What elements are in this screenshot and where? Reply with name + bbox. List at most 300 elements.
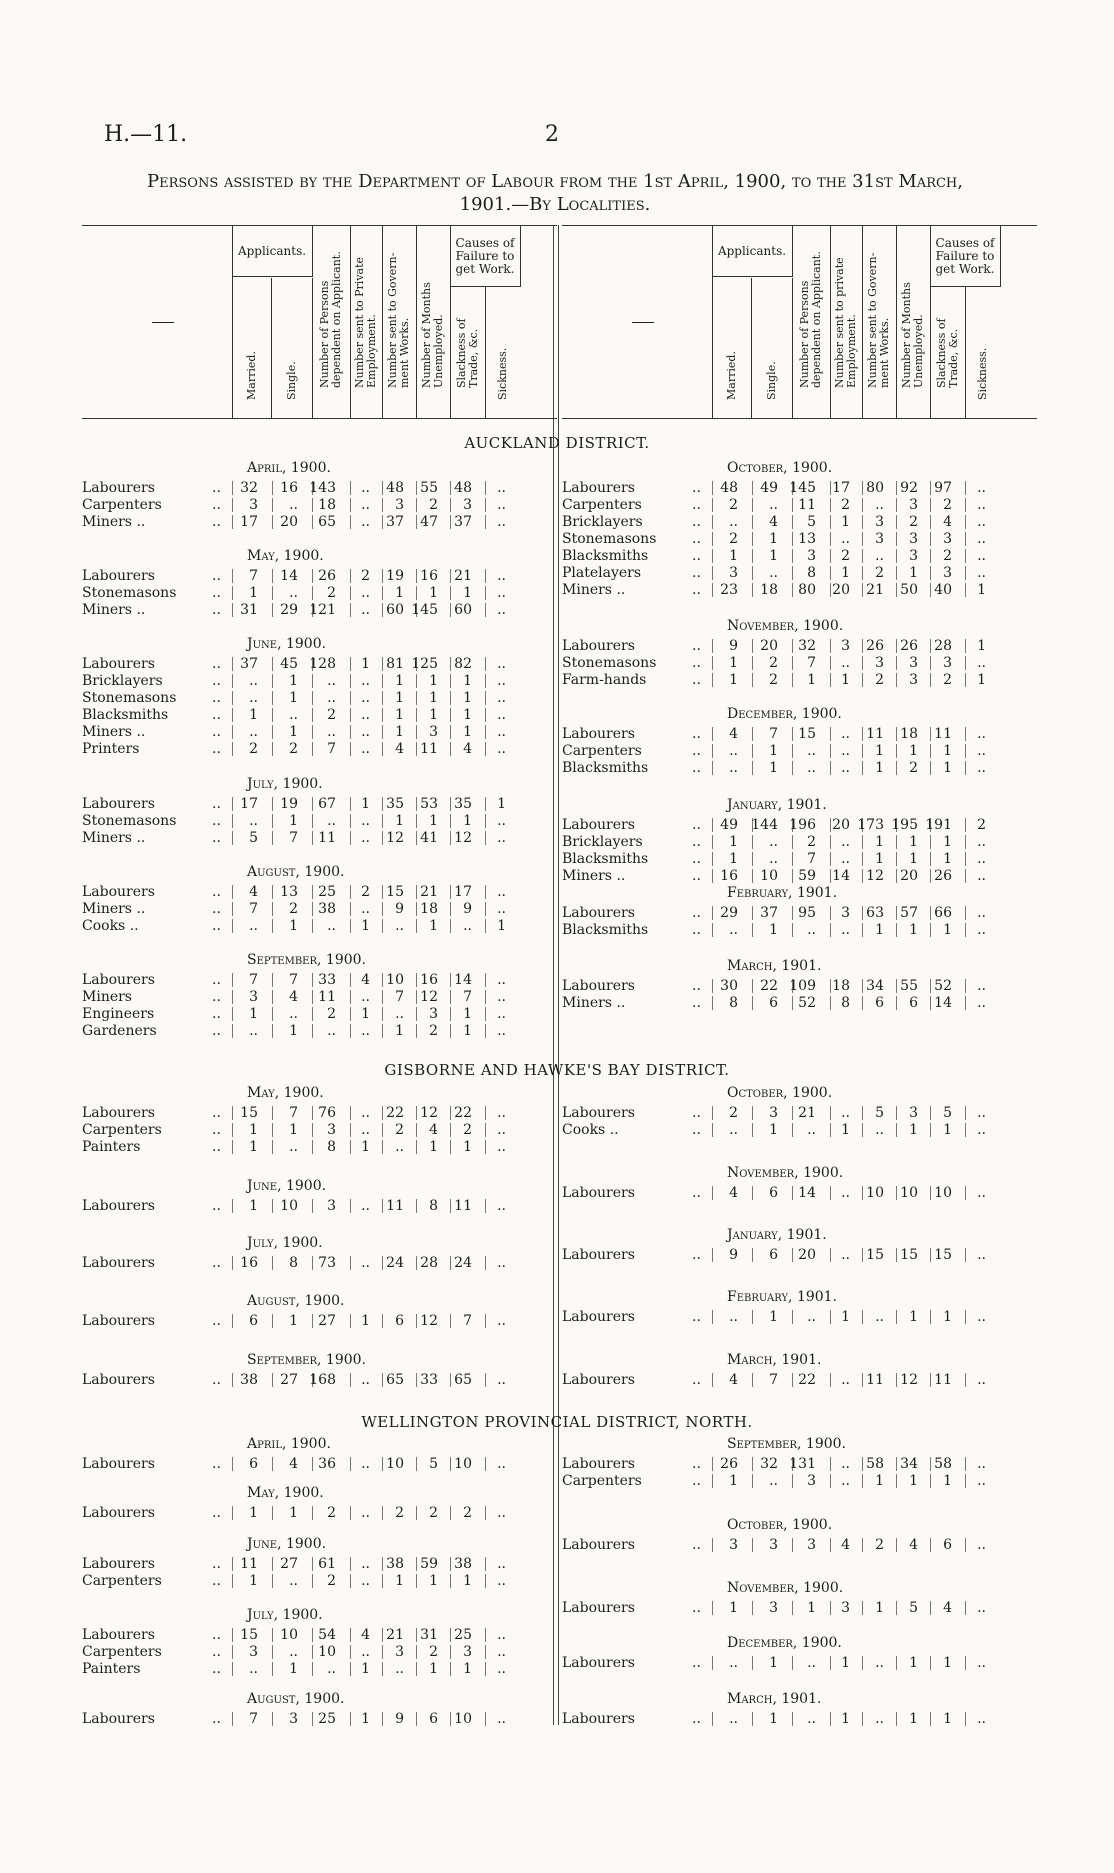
table-cell: 1	[769, 531, 778, 547]
column-rule	[232, 1712, 233, 1726]
table-cell: 3	[729, 1537, 738, 1553]
occupation-label: Painters	[82, 1661, 141, 1677]
occupation-label: Bricklayers	[82, 673, 163, 689]
table-cell: 37	[760, 905, 778, 921]
column-rule	[830, 498, 831, 512]
column-rule	[382, 902, 383, 916]
column-rule	[712, 744, 713, 758]
column-rule	[792, 1186, 793, 1200]
occupation-label: Platelayers	[562, 565, 642, 581]
column-rule	[896, 1106, 897, 1120]
column-rule	[896, 1457, 897, 1471]
column-rule	[930, 869, 931, 883]
table-cell: 7	[249, 972, 258, 988]
table-cell: 6	[909, 995, 918, 1011]
table-cell: 22	[454, 1105, 472, 1121]
table-cell: 3	[249, 497, 258, 513]
table-cell: 36	[318, 1456, 336, 1472]
column-rule	[965, 727, 966, 741]
month-heading: March, 1901.	[727, 958, 822, 974]
table-cell: 49	[760, 480, 778, 496]
table-cell: 1	[729, 1600, 738, 1616]
column-rule	[312, 742, 313, 756]
column-rule	[350, 569, 351, 583]
column-rule	[350, 1662, 351, 1676]
column-rule	[450, 1662, 451, 1676]
table-cell: 2	[327, 1573, 336, 1589]
table-cell: ..	[977, 514, 986, 530]
occupation-label: Labourers	[562, 1600, 635, 1616]
table-cell: ..	[395, 1139, 404, 1155]
table-row	[562, 1372, 1012, 1389]
table-cell: 30	[720, 978, 738, 994]
column-rule	[272, 1645, 273, 1659]
occupation-label: Miners ..	[82, 901, 146, 917]
column-rule	[350, 708, 351, 722]
column-rule	[450, 586, 451, 600]
column-rule	[830, 1106, 831, 1120]
table-cell: 9	[395, 901, 404, 917]
month-heading: June, 1900.	[247, 1536, 327, 1552]
column-rule	[862, 979, 863, 993]
column-rule	[272, 603, 273, 617]
occupation-label: Miners ..	[82, 514, 146, 530]
page-header	[0, 122, 1114, 162]
table-cell: 1	[875, 851, 884, 867]
column-rule	[896, 1601, 897, 1615]
table-cell: 1	[807, 1600, 816, 1616]
page-reference: H.—11.	[104, 122, 188, 147]
table-cell: 33	[318, 972, 336, 988]
column-rule	[896, 744, 897, 758]
table-cell: 47	[420, 514, 438, 530]
column-rule	[965, 639, 966, 653]
table-cell: 1	[909, 851, 918, 867]
column-rule	[712, 1123, 713, 1137]
column-rule	[896, 532, 897, 546]
table-cell: 1	[875, 922, 884, 938]
table-cell: 1	[909, 1655, 918, 1671]
table-cell: 12	[900, 1372, 918, 1388]
column-rule	[450, 990, 451, 1004]
column-rule	[830, 727, 831, 741]
table-cell: ..	[361, 1105, 370, 1121]
table-cell: ..	[841, 1473, 850, 1489]
table-cell: 1	[429, 918, 438, 934]
column-rule	[752, 1712, 753, 1726]
column-rule	[382, 498, 383, 512]
leader-dots: ..	[692, 851, 701, 867]
leader-dots: ..	[212, 1198, 221, 1214]
column-rule	[965, 1186, 966, 1200]
table-cell: ..	[361, 707, 370, 723]
row-label-dash	[632, 322, 654, 323]
occupation-label: Miners ..	[82, 724, 146, 740]
month-heading: September, 1900.	[247, 1352, 366, 1368]
table-row	[562, 582, 1012, 599]
table-cell: 13	[280, 884, 298, 900]
table-cell: 13	[798, 531, 816, 547]
table-cell: 1	[249, 707, 258, 723]
table-cell: ..	[497, 972, 506, 988]
month-heading: December, 1900.	[727, 706, 842, 722]
table-cell: ..	[497, 568, 506, 584]
causes-group: Causes of Failure to get Work.	[930, 226, 1001, 287]
table-cell: 4	[841, 1537, 850, 1553]
column-rule	[896, 515, 897, 529]
leader-dots: ..	[692, 978, 701, 994]
table-cell: 173	[857, 817, 884, 833]
column-rule	[930, 549, 931, 563]
column-rule	[350, 498, 351, 512]
table-cell: ..	[289, 1139, 298, 1155]
column-rule	[830, 835, 831, 849]
leader-dots: ..	[212, 1313, 221, 1329]
table-row	[82, 1313, 532, 1330]
leader-dots: ..	[692, 1473, 701, 1489]
column-rule	[896, 1656, 897, 1670]
column-rule	[232, 674, 233, 688]
table-cell: ..	[361, 480, 370, 496]
column-rule	[712, 761, 713, 775]
column-rule	[712, 1712, 713, 1726]
month-heading: May, 1900.	[247, 1085, 324, 1101]
table-cell: 20	[900, 868, 918, 884]
table-cell: 7	[249, 901, 258, 917]
column-rule	[350, 742, 351, 756]
column-rule	[712, 979, 713, 993]
table-cell: 1	[943, 834, 952, 850]
table-cell: 1	[909, 834, 918, 850]
column-rule	[232, 515, 233, 529]
table-cell: ..	[841, 851, 850, 867]
month-heading: April, 1900.	[247, 1436, 331, 1452]
column-rule	[232, 1373, 233, 1387]
table-cell: 6	[249, 1456, 258, 1472]
column-rule	[382, 1628, 383, 1642]
table-cell: 1	[429, 585, 438, 601]
occupation-label: Engineers	[82, 1006, 155, 1022]
table-cell: 38	[240, 1372, 258, 1388]
table-cell: 17	[240, 796, 258, 812]
column-rule	[965, 1538, 966, 1552]
column-rule	[350, 885, 351, 899]
table-cell: 12	[420, 1105, 438, 1121]
column-rule	[272, 657, 273, 671]
table-cell: 1	[395, 1023, 404, 1039]
column-rule	[896, 1538, 897, 1552]
table-cell: 1	[909, 1473, 918, 1489]
column-rule	[752, 1106, 753, 1120]
column-rule	[930, 852, 931, 866]
table-cell: 7	[807, 851, 816, 867]
column-rule	[896, 639, 897, 653]
column-rule	[312, 797, 313, 811]
column-rule	[382, 1662, 383, 1676]
leader-dots: ..	[692, 1247, 701, 1263]
leader-dots: ..	[212, 1661, 221, 1677]
table-cell: ..	[977, 531, 986, 547]
leader-dots: ..	[692, 1655, 701, 1671]
table-cell: 1	[395, 813, 404, 829]
column-rule	[712, 1186, 713, 1200]
column-rule	[862, 1106, 863, 1120]
table-cell: 1	[289, 673, 298, 689]
leader-dots: ..	[212, 514, 221, 530]
column-rule	[350, 919, 351, 933]
table-cell: 12	[866, 868, 884, 884]
table-cell: ..	[977, 1456, 986, 1472]
table-row	[82, 497, 532, 514]
table-cell: ..	[497, 1627, 506, 1643]
table-cell: ..	[729, 760, 738, 776]
leader-dots: ..	[692, 497, 701, 513]
column-rule	[862, 583, 863, 597]
table-cell: 125	[411, 656, 438, 672]
table-cell: ..	[977, 1122, 986, 1138]
table-cell: ..	[361, 1644, 370, 1660]
table-cell: ..	[807, 760, 816, 776]
table-cell: ..	[875, 1122, 884, 1138]
column-rule	[272, 1140, 273, 1154]
table-cell: 1	[769, 1711, 778, 1727]
column-rule	[232, 1140, 233, 1154]
table-cell: 26	[934, 868, 952, 884]
table-cell: 1	[841, 1711, 850, 1727]
column-rule	[712, 869, 713, 883]
table-cell: 22	[386, 1105, 404, 1121]
table-cell: 1	[249, 1505, 258, 1521]
table-cell: ..	[977, 1309, 986, 1325]
column-rule	[232, 990, 233, 1004]
table-cell: ..	[769, 497, 778, 513]
column-rule	[312, 1024, 313, 1038]
month-heading: August, 1900.	[247, 864, 345, 880]
table-cell: 128	[309, 656, 336, 672]
table-cell: ..	[497, 1573, 506, 1589]
table-cell: 4	[729, 1372, 738, 1388]
column-rule	[792, 656, 793, 670]
column-rule	[485, 1123, 486, 1137]
table-cell: 80	[798, 582, 816, 598]
table-cell: 6	[429, 1711, 438, 1727]
column-rule	[830, 1474, 831, 1488]
column-rule	[485, 973, 486, 987]
column-rule	[232, 691, 233, 705]
table-cell: ..	[361, 1505, 370, 1521]
table-cell: ..	[977, 497, 986, 513]
leader-dots: ..	[212, 1105, 221, 1121]
table-cell: 2	[943, 672, 952, 688]
table-cell: 15	[798, 726, 816, 742]
column-rule	[896, 1712, 897, 1726]
leader-dots: ..	[212, 480, 221, 496]
table-cell: ..	[841, 1372, 850, 1388]
table-cell: 143	[309, 480, 336, 496]
column-rule	[382, 973, 383, 987]
column-rule	[232, 1199, 233, 1213]
column-rule	[272, 1557, 273, 1571]
table-cell: 3	[429, 724, 438, 740]
table-cell: 1	[977, 672, 986, 688]
column-rule	[416, 1574, 417, 1588]
column-rule	[930, 996, 931, 1010]
leader-dots: ..	[692, 514, 701, 530]
column-rule	[382, 603, 383, 617]
column-rule	[792, 1656, 793, 1670]
column-rule	[416, 1007, 417, 1021]
column-rule	[896, 498, 897, 512]
column-rule	[232, 1645, 233, 1659]
table-cell: 18	[420, 901, 438, 917]
column-rule	[896, 1186, 897, 1200]
column-rule	[272, 919, 273, 933]
table-cell: ..	[977, 565, 986, 581]
table-cell: 10	[900, 1185, 918, 1201]
months-col: Number of Months Unemployed.	[416, 226, 451, 418]
column-rule	[965, 1310, 966, 1324]
month-heading: May, 1900.	[247, 1485, 324, 1501]
occupation-label: Labourers	[562, 1247, 635, 1263]
month-heading: November, 1900.	[727, 1580, 844, 1596]
column-rule	[450, 515, 451, 529]
table-cell: 7	[289, 1105, 298, 1121]
column-rule	[965, 1712, 966, 1726]
table-row	[82, 707, 532, 724]
column-rule	[752, 532, 753, 546]
column-rule	[350, 1256, 351, 1270]
column-rule	[450, 708, 451, 722]
table-cell: 53	[420, 796, 438, 812]
leader-dots: ..	[692, 922, 701, 938]
column-rule	[965, 481, 966, 495]
table-cell: 2	[769, 655, 778, 671]
leader-dots: ..	[692, 638, 701, 654]
table-cell: 1	[249, 1122, 258, 1138]
column-rule	[752, 1538, 753, 1552]
table-cell: 2	[463, 1122, 472, 1138]
column-rule	[862, 835, 863, 849]
table-cell: ..	[807, 1711, 816, 1727]
table-cell: 26	[866, 638, 884, 654]
table-cell: 16	[420, 972, 438, 988]
leader-dots: ..	[692, 1309, 701, 1325]
table-cell: 1	[841, 1122, 850, 1138]
occupation-label: Bricklayers	[562, 834, 643, 850]
table-cell: ..	[977, 1185, 986, 1201]
column-rule	[792, 835, 793, 849]
table-row	[82, 1644, 532, 1661]
table-cell: 6	[769, 1185, 778, 1201]
column-rule	[485, 902, 486, 916]
column-rule	[272, 814, 273, 828]
table-cell: 24	[386, 1255, 404, 1271]
month-heading: February, 1901.	[727, 885, 838, 901]
leader-dots: ..	[212, 656, 221, 672]
table-row	[562, 1309, 1012, 1326]
column-rule	[350, 725, 351, 739]
column-rule	[350, 902, 351, 916]
table-cell: 15	[866, 1247, 884, 1263]
table-cell: ..	[841, 834, 850, 850]
column-rule	[450, 1628, 451, 1642]
column-rule	[792, 1248, 793, 1262]
table-cell: 3	[875, 655, 884, 671]
table-cell: 3	[249, 1644, 258, 1660]
table-cell: 11	[798, 497, 816, 513]
column-rule	[416, 1140, 417, 1154]
column-rule	[712, 923, 713, 937]
column-rule	[485, 515, 486, 529]
occupation-label: Labourers	[562, 978, 635, 994]
column-rule	[312, 990, 313, 1004]
column-rule	[350, 831, 351, 845]
table-cell: ..	[769, 1473, 778, 1489]
column-rule	[965, 869, 966, 883]
column-rule	[350, 1199, 351, 1213]
column-rule	[350, 990, 351, 1004]
column-rule	[272, 1314, 273, 1328]
table-cell: 26	[720, 1456, 738, 1472]
table-cell: 81	[386, 656, 404, 672]
table-cell: 8	[729, 995, 738, 1011]
column-rule	[862, 532, 863, 546]
table-cell: 11	[318, 830, 336, 846]
column-rule	[862, 566, 863, 580]
table-cell: 1	[769, 1655, 778, 1671]
column-rule	[382, 990, 383, 1004]
occupation-label: Blacksmiths	[562, 548, 649, 564]
table-cell: ..	[977, 480, 986, 496]
table-cell: ..	[729, 1309, 738, 1325]
table-cell: 33	[420, 1372, 438, 1388]
table-cell: ..	[361, 602, 370, 618]
column-rule	[485, 1557, 486, 1571]
occupation-label: Miners ..	[562, 868, 626, 884]
table-cell: ..	[841, 531, 850, 547]
table-row	[82, 1627, 532, 1644]
column-rule	[792, 583, 793, 597]
table-row	[82, 813, 532, 830]
table-cell: 21	[798, 1105, 816, 1121]
column-rule	[712, 498, 713, 512]
table-cell: ..	[729, 922, 738, 938]
column-rule	[382, 1256, 383, 1270]
table-cell: 92	[900, 480, 918, 496]
table-cell: ..	[875, 1711, 884, 1727]
column-rule	[232, 885, 233, 899]
table-cell: 3	[909, 655, 918, 671]
leader-dots: ..	[692, 995, 701, 1011]
occupation-label: Stonemasons	[82, 813, 177, 829]
column-rule	[752, 1601, 753, 1615]
slackness-col: Slackness of Trade, &c.	[930, 286, 966, 418]
district-heading: GISBORNE AND HAWKE'S BAY DISTRICT.	[384, 1061, 730, 1079]
table-cell: 14	[454, 972, 472, 988]
column-rule	[862, 761, 863, 775]
column-rule	[382, 919, 383, 933]
table-row	[82, 989, 532, 1006]
table-cell: 121	[309, 602, 336, 618]
column-rule	[792, 673, 793, 687]
table-cell: ..	[497, 585, 506, 601]
table-cell: 1	[289, 724, 298, 740]
table-cell: ..	[977, 1105, 986, 1121]
table-cell: 11	[454, 1198, 472, 1214]
column-rule	[272, 569, 273, 583]
column-rule	[416, 1712, 417, 1726]
column-rule	[416, 814, 417, 828]
